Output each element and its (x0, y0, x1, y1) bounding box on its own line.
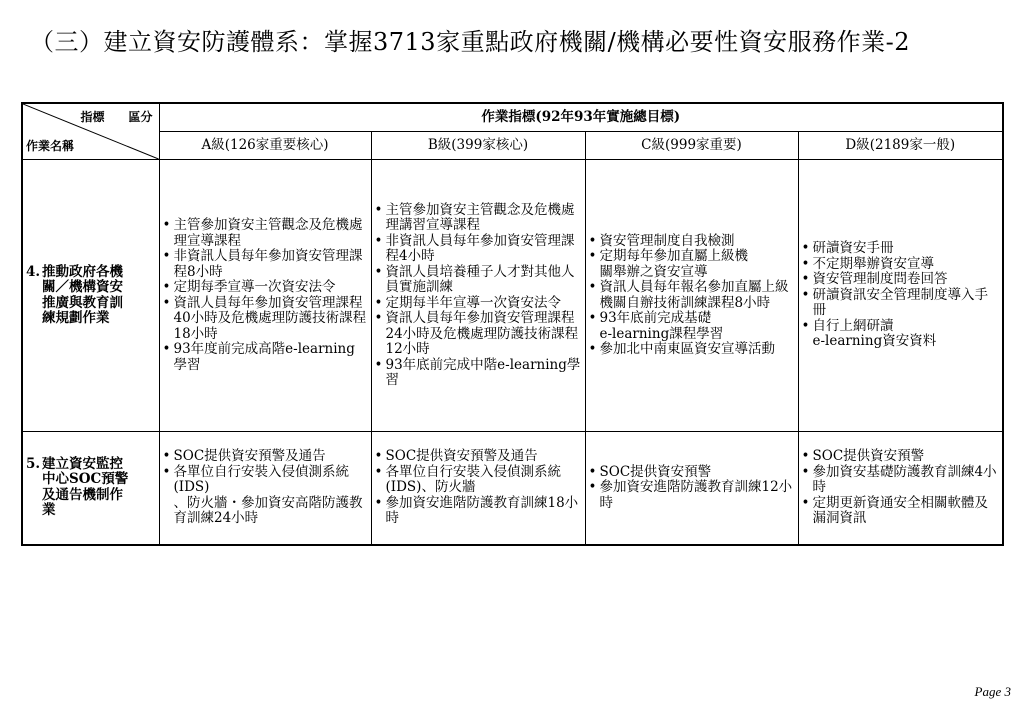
bullet-item: • 參加北中南東區資安宣導活動 (600, 342, 795, 358)
bullet-item: • 自行上網研讀 e-learning資安資料 (813, 319, 1000, 350)
bullet-item: • 參加資安進階防護教育訓練12小時 (600, 480, 795, 511)
row-number: 5. (26, 455, 41, 472)
column-header-d: D級(2189家一般) (798, 132, 1003, 160)
row-name-line: 及通告機制作 (42, 486, 123, 503)
row-name-line: 中心SOC預警 (42, 471, 129, 488)
bullet-item: • 資訊人員培養種子人才對其他人員實施訓練 (386, 265, 582, 296)
bullet-item: • 不定期舉辦資安宣導 (813, 257, 1000, 273)
bullet-list (160, 445, 371, 531)
bullet-item: • 參加資安基礎防護教育訓練4小時 (813, 465, 1000, 496)
bullet-item: • 資訊人員每年參加資安管理課程40小時及危機處理防護技術課程18小時 (174, 296, 368, 343)
column-header-b: B級(399家核心) (371, 132, 585, 160)
column-header-a: A級(126家重要核心) (159, 132, 371, 160)
bullet-item: • 參加資安進階防護教育訓練18小時 (386, 496, 582, 527)
cell-a (159, 432, 371, 545)
bullet-item: • SOC提供資安預警 (600, 465, 795, 481)
bullet-item: • 資安管理制度自我檢測 (600, 234, 795, 250)
row-name-line: 推廣與教育訓 (42, 294, 123, 311)
bullet-item: • 93年底前完成基礎 e-learning課程學習 (600, 311, 795, 342)
bullet-list (160, 214, 371, 377)
bullet-item: • 各單位自行安裝入侵偵測系統(IDS) 、防火牆・參加資安高階防護教育訓練24小時 (174, 465, 368, 527)
column-header-c: C級(999家重要) (585, 132, 798, 160)
bullet-list (799, 445, 1003, 531)
table-row (22, 432, 1003, 545)
bullet-item: • SOC提供資安預警及通告 (174, 449, 368, 465)
row-name-line: 建立資安監控 (42, 455, 123, 472)
bullet-item: • 定期每半年宣導一次資安法令 (386, 296, 582, 312)
column-header-row (22, 132, 1003, 160)
cell-d (798, 160, 1003, 432)
bullet-item: • 93年度前完成高階e-learning學習 (174, 342, 368, 373)
bullet-item: • 定期每季宣導一次資安法令 (174, 280, 368, 296)
bullet-item: • 主管參加資安主管觀念及危機處理宣導課程 (174, 218, 368, 249)
bullet-list (372, 445, 585, 531)
cell-c (585, 160, 798, 432)
cell-b (371, 160, 585, 432)
bullet-item: • SOC提供資安預警及通告 (386, 449, 582, 465)
bullet-item: • 定期每年參加直屬上級機 關舉辦之資安宣導 (600, 249, 795, 280)
table-header-row (22, 103, 1003, 132)
cell-b (371, 432, 585, 545)
main-header: 作業指標(92年93年實施總目標) (159, 103, 1003, 132)
page-number: Page 3 (974, 684, 1011, 699)
row-name-line: 關／機構資安 (42, 279, 123, 295)
row-name-cell (22, 160, 159, 432)
bullet-item: • 主管參加資安主管觀念及危機處理講習宣導課程 (386, 203, 582, 234)
bullet-list (586, 461, 798, 516)
bullet-item: • 研讀資安手冊 (813, 241, 1000, 257)
row-name-line: 練規劃作業 (42, 310, 110, 326)
page-title: （三）建立資安防護體系：掌握3713家重點政府機關/機構必要性資安服務作業-2 (30, 28, 911, 56)
bullet-item: • 93年底前完成中階e-learning學習 (386, 358, 582, 389)
bullet-list (586, 230, 798, 362)
bullet-list (372, 199, 585, 393)
bullet-item: • 資安管理制度問卷回答 (813, 272, 1000, 288)
cell-a (159, 160, 371, 432)
corner-top-label: 指標 區分 (80, 110, 153, 124)
bullet-item: • 資訊人員每年參加資安管理課程24小時及危機處理防護技術課程12小時 (386, 311, 582, 358)
row-number: 4. (26, 263, 41, 280)
bullet-item: • 非資訊人員每年參加資安管理課程8小時 (174, 249, 368, 280)
corner-cell (22, 103, 159, 160)
bullet-item: • 定期更新資通安全相關軟體及漏洞資訊 (813, 496, 1000, 527)
bullet-item: • 資訊人員每年報名參加直屬上級機關自辦技術訓練課程8小時 (600, 280, 795, 311)
row-name-cell (22, 432, 159, 545)
service-table (21, 102, 1004, 546)
table-row (22, 160, 1003, 432)
row-name-line: 推動政府各機 (42, 263, 123, 280)
cell-c (585, 432, 798, 545)
bullet-list (799, 237, 1003, 354)
corner-bottom-label: 作業名稱 (26, 138, 75, 153)
bullet-item: • 研讀資訊安全管理制度導入手冊 (813, 288, 1000, 319)
bullet-item: • 非資訊人員每年參加資安管理課程4小時 (386, 234, 582, 265)
bullet-item: • SOC提供資安預警 (813, 449, 1000, 465)
cell-d (798, 432, 1003, 545)
bullet-item: • 各單位自行安裝入侵偵測系統(IDS)、防火牆 (386, 465, 582, 496)
row-name-line: 業 (42, 502, 56, 519)
